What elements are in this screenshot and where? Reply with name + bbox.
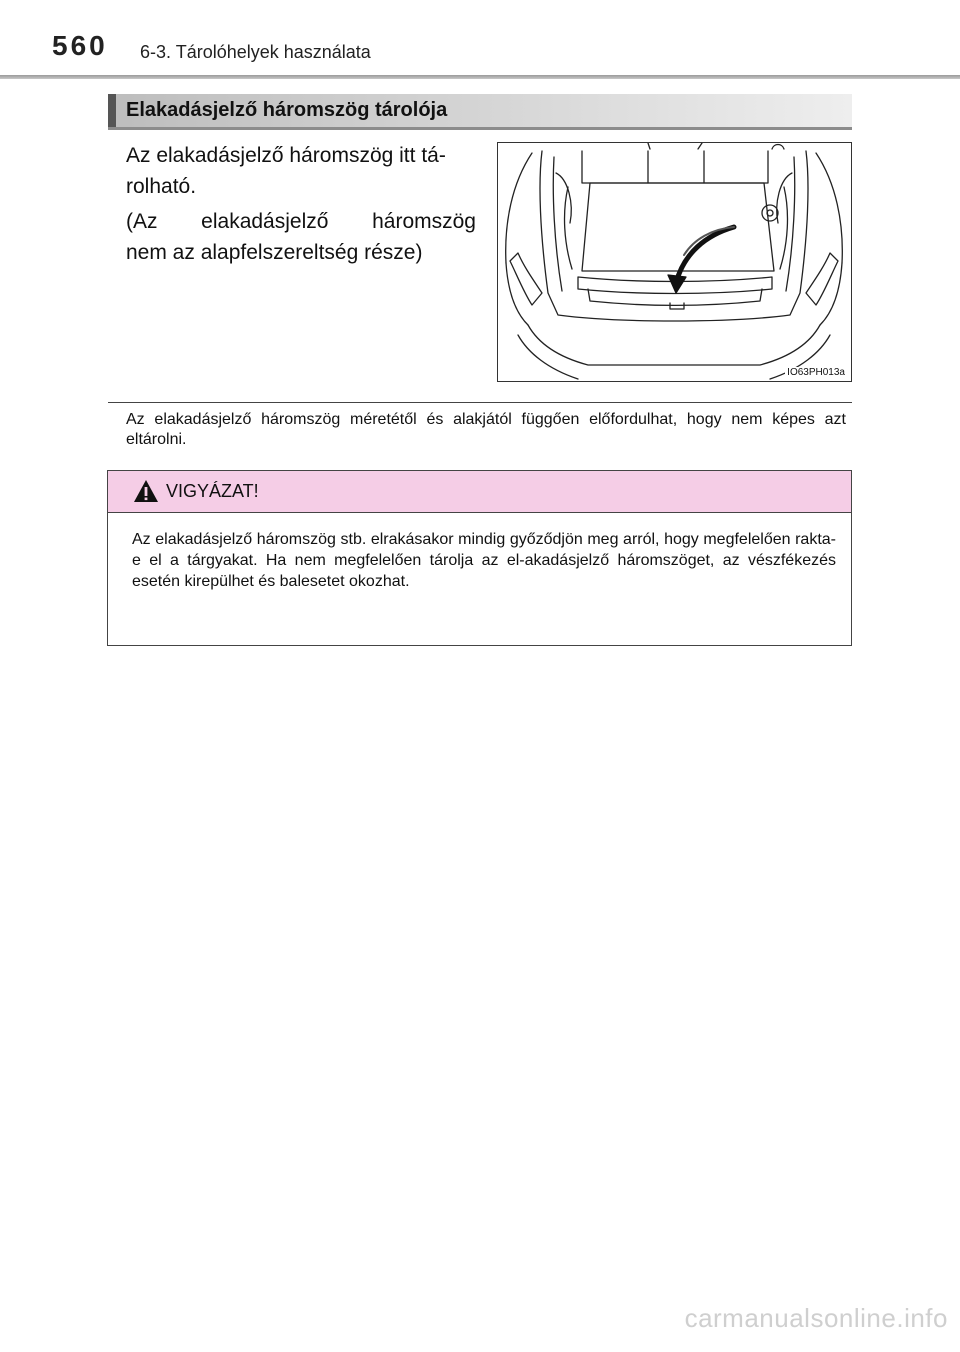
section-title-bar bbox=[108, 94, 852, 130]
warning-label: VIGYÁZAT! bbox=[166, 481, 259, 501]
page-number: 560 bbox=[52, 30, 108, 61]
section-title: Elakadásjelző háromszög tárolója bbox=[126, 99, 448, 121]
warning-triangle-icon bbox=[133, 479, 159, 503]
intro-text bbox=[126, 140, 476, 268]
warning-text: Az elakadásjelző háromszög stb. elrakásakor mindig győződjön meg arról, hogy megfelelően rakta-e el a tárgyakat. Ha nem megfelelően tárolja az el-akadásjelző háromszöget, az vészfékezés esetén kirepülhet és balesetet okozhat. bbox=[132, 531, 836, 590]
trunk-illustration bbox=[497, 142, 852, 382]
intro-line-1: Az elakadásjelző háromszög itt tá- bbox=[126, 144, 446, 167]
running-head: 6-3. Tárolóhelyek használata bbox=[140, 42, 371, 62]
watermark: carmanualsonline.info bbox=[684, 1303, 948, 1333]
intro-line-4: nem az alapfelszereltség része) bbox=[126, 241, 423, 264]
warning-box bbox=[107, 470, 852, 646]
header-rule bbox=[0, 75, 960, 79]
trunk-drawing bbox=[498, 143, 850, 380]
intro-line-2: rolható. bbox=[126, 175, 197, 198]
section-title-accent bbox=[108, 94, 116, 127]
divider bbox=[108, 402, 852, 403]
warning-header bbox=[108, 471, 851, 513]
figure-code: IO63PH013a bbox=[787, 367, 845, 378]
note-text: Az elakadásjelző háromszög méretétől és alakjától függően előfordulhat, hogy nem képes azt eltárolni. bbox=[126, 411, 846, 448]
intro-line-3: (Az elakadásjelző háromszög bbox=[126, 210, 476, 233]
